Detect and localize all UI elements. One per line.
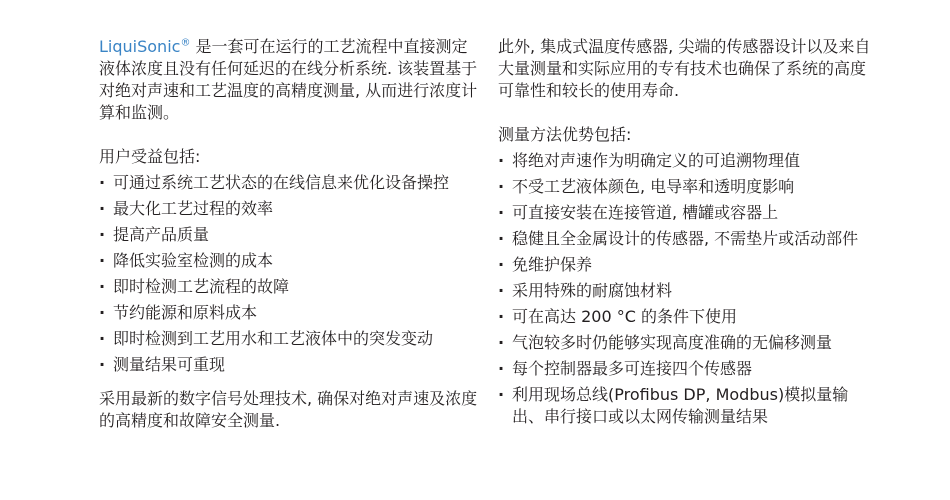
spacer <box>498 102 878 124</box>
right-intro-paragraph: 此外, 集成式温度传感器, 尖端的传感器设计以及来自大量测量和实际应用的专有技术也确保了系统的高度可靠性和较长的使用寿命. <box>498 37 871 100</box>
list-item: · 最大化工艺过程的效率 <box>99 198 479 220</box>
right-column <box>498 36 878 432</box>
list-item: · 稳健且全金属设计的传感器, 不需垫片或活动部件 <box>498 228 878 250</box>
benefits-list <box>99 172 479 376</box>
brand-name: LiquiSonic <box>99 37 181 56</box>
list-item: · 即时检测工艺流程的故障 <box>99 276 479 298</box>
list-item: · 将绝对声速作为明确定义的可追溯物理值 <box>498 150 878 172</box>
list-item: · 可直接安装在连接管道, 槽罐或容器上 <box>498 202 878 224</box>
list-item: · 采用特殊的耐腐蚀材料 <box>498 280 878 302</box>
registered-mark: ® <box>180 37 191 49</box>
advantages-list <box>498 150 878 428</box>
list-item: · 提高产品质量 <box>99 224 479 246</box>
intro-paragraph <box>99 36 479 124</box>
list-item: · 可通过系统工艺状态的在线信息来优化设备操控 <box>99 172 479 194</box>
left-column <box>99 36 479 432</box>
list-item: · 测量结果可重现 <box>99 354 479 376</box>
intro-text: 是一套可在运行的工艺流程中直接测定液体浓度且没有任何延迟的在线分析系统. 该装置基于对绝对声速和工艺温度的高精度测量, 从而进行浓度计算和监测。 <box>99 37 478 122</box>
benefits-heading: 用户受益包括: <box>99 147 201 166</box>
list-item: · 即时检测到工艺用水和工艺液体中的突发变动 <box>99 328 479 350</box>
closing-paragraph: 采用最新的数字信号处理技术, 确保对绝对声速及浓度的高精度和故障安全测量. <box>99 389 478 430</box>
spacer <box>99 124 479 146</box>
list-item: · 不受工艺液体颜色, 电导率和透明度影响 <box>498 176 878 198</box>
list-item: · 气泡较多时仍能够实现高度准确的无偏移测量 <box>498 332 878 354</box>
list-item: · 节约能源和原料成本 <box>99 302 479 324</box>
list-item: · 每个控制器最多可连接四个传感器 <box>498 358 878 380</box>
list-item: · 降低实验室检测的成本 <box>99 250 479 272</box>
list-item: · 可在高达 200 °C 的条件下使用 <box>498 306 878 328</box>
advantages-heading: 测量方法优势包括: <box>498 125 632 144</box>
list-item: · 利用现场总线(Profibus DP, Modbus)模拟量输出、串行接口或以太网传输测量结果 <box>498 384 878 428</box>
spacer <box>99 380 479 388</box>
list-item: · 免维护保养 <box>498 254 878 276</box>
